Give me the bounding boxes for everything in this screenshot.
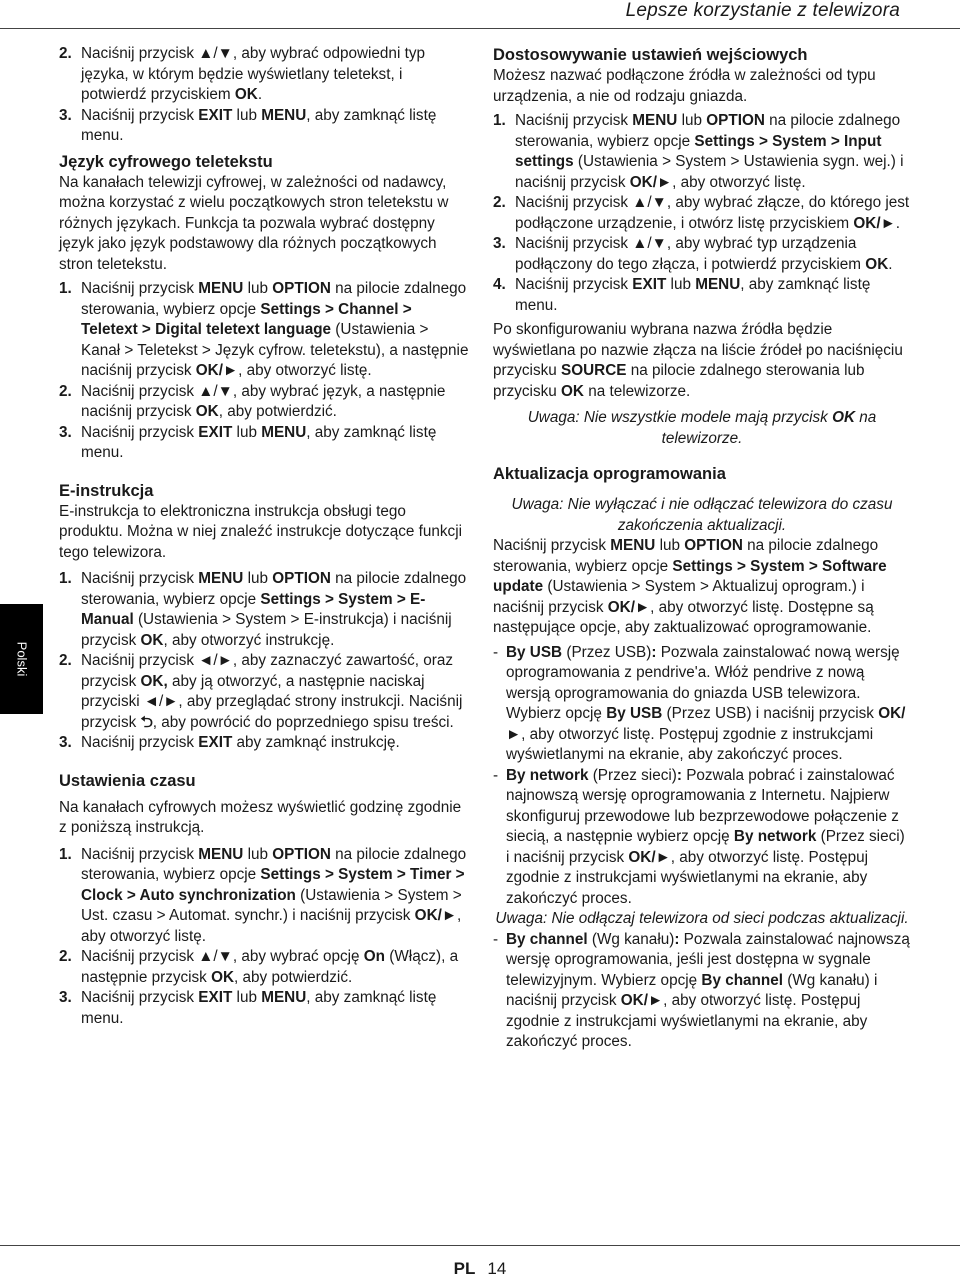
step-item: 2. Naciśnij przycisk ▲/▼, aby wybrać język, a następnie naciśnij przycisk OK, aby potwierdzić. (59, 382, 446, 420)
page-header-title: Lepsze korzystanie z telewizora (625, 0, 900, 21)
option-by-channel: - By channel (Wg kanału): Pozwala zainstalować najnowszą wersję oprogramowania, jeśli jest dostępna w sygnale telewizyjnym. Wybierz opcję By channel (Wg kanału) i naciśnij przycisk OK/►, aby otworzyć listę. Postępuj zgodnie z instrukcjami wyświetlanymi na ekranie, aby zakończyć proces. (493, 930, 910, 1050)
language-side-tab (0, 604, 43, 714)
step-item: 3. Naciśnij przycisk ▲/▼, aby wybrać typ urządzenia podłączony do tego złącza, i potwierdź przyciskiem OK. (493, 235, 893, 273)
step-item: 1. Naciśnij przycisk MENU lub OPTION na pilocie zdalnego sterowania, wybierz opcje Settings > System > Timer > Clock > Auto synchronization (Ustawienia > System > Ust. czasu > Automat. synchr.) i naciśnij przycisk OK/►, aby otworzyć listę. (59, 845, 467, 945)
section-heading: Aktualizacja oprogramowania (493, 465, 726, 483)
step-item: 2. Naciśnij przycisk ◄/►, aby zaznaczyć zawartość, oraz przycisk OK, aby ją otworzyć, a następnie naciskaj przyciski ◄/►, aby przeglądać strony instrukcji. Naciśnij przycisk ⮌, aby powrócić do poprzedniego spisu treści. (59, 652, 463, 731)
step-item: 3. Naciśnij przycisk EXIT aby zamknąć instrukcję. (59, 734, 400, 751)
language-side-tab-label: Polski (14, 641, 29, 677)
step-item: 2. Naciśnij przycisk ▲/▼, aby wybrać złącze, do którego jest podłączone urządzenie, i otwórz listę przyciskiem OK/►. (493, 194, 910, 232)
section-intro: Możesz nazwać podłączone źródła w zależności od typu urządzenia, a nie od rodzaju gniazda. (493, 67, 876, 105)
step-item: 1. Naciśnij przycisk MENU lub OPTION na pilocie zdalnego sterowania, wybierz opcje Settings > Channel > Teletext > Digital teletext language (Ustawienia > Kanał > Teletekst > Język cyfrow. teletekstu), a następnie naciśnij przycisk OK/►, aby otworzyć listę. (59, 280, 469, 379)
section-heading: Dostosowywanie ustawień wejściowych (493, 46, 808, 64)
step-item: 2. Naciśnij przycisk ▲/▼, aby wybrać odpowiedni typ języka, w którym będzie wyświetlany teletekst, i potwierdź przyciskiem OK. (59, 45, 425, 103)
step-item: 4. Naciśnij przycisk EXIT lub MENU, aby zamknąć listę menu. (493, 276, 871, 314)
left-column (59, 44, 471, 1029)
note-text: Uwaga: Nie wyłączać i nie odłączać telewizora do czasu zakończenia aktualizacji. (511, 496, 893, 534)
step-item: 1. Naciśnij przycisk MENU lub OPTION na pilocie zdalnego sterowania, wybierz opcje Settings > System > E-Manual (Ustawienia > System > E-instrukcja) i naciśnij przycisk OK, aby otworzyć instrukcję. (59, 570, 467, 649)
input-settings-section (493, 44, 911, 449)
page-number: 14 (487, 1259, 507, 1278)
page-footer (0, 1259, 960, 1279)
emanual-section (59, 480, 471, 754)
footer-rule (0, 1245, 960, 1246)
step-item: 3. Naciśnij przycisk EXIT lub MENU, aby zamknąć listę menu. (59, 989, 437, 1027)
section-intro: E-instrukcja to elektroniczna instrukcja obsługi tego produktu. Można w niej znaleźć instrukcje dotyczące funkcji tego telewizora. (59, 502, 463, 561)
input-settings-result: Po skonfigurowaniu wybrana nazwa źródła będzie wyświetlana po nazwie złącza na liście źródeł po naciśnięciu przycisku SOURCE na pilocie zdalnego sterowania lub przycisku OK na telewizorze. (493, 321, 903, 400)
section-intro: Naciśnij przycisk MENU lub OPTION na pilocie zdalnego sterowania, wybierz opcje Settings > System > Software update (Ustawienia > System > Aktualizuj oprogram.) i naciśnij przycisk OK/►, aby otworzyć listę. Dostępne są następujące opcje, aby zaktualizować oprogramowanie. (493, 537, 887, 636)
teletext-language-steps (59, 44, 471, 147)
step-item: 1. Naciśnij przycisk MENU lub OPTION na pilocie zdalnego sterowania, wybierz opcje Settings > System > Input settings (Ustawienia > System > Ustawienia sygn. wej.) i naciśnij przycisk OK/►, aby otworzyć listę. (493, 112, 904, 191)
right-column (493, 44, 911, 1053)
option-by-network: - By network (Przez sieci): Pozwala pobrać i zainstalować najnowszą wersję oprogramowania z Internetu. Najpierw skonfiguruj przewodowe lub bezprzewodowe połączenie z siecią, a następnie wybierz opcję By network (Przez sieci) i naciśnij przycisk OK/►, aby otworzyć listę. Postępuj zgodnie z instrukcjami wyświetlanymi na ekranie, aby zakończyć proces. (493, 766, 905, 907)
software-update-section (493, 463, 911, 1053)
note-text: Uwaga: Nie wszystkie modele mają przycisk OK na telewizorze. (527, 409, 877, 447)
digital-teletext-section (59, 151, 471, 464)
footer-language-code: PL (453, 1259, 476, 1278)
option-by-usb: - By USB (Przez USB): Pozwala zainstalować nową wersję oprogramowania z pendrive'a. Włóż pendrive z nową wersją oprogramowania do gniazda USB telewizora. Wybierz opcję By USB (Przez USB) i naciśnij przycisk OK/►, aby otworzyć listę. Postępuj zgodnie z instrukcjami wyświetlanymi na ekranie, aby zakończyć proces. (493, 643, 906, 763)
header-rule (0, 28, 960, 29)
time-settings-section (59, 770, 471, 1030)
note-text: Uwaga: Nie odłączaj telewizora od sieci podczas aktualizacji. (495, 910, 909, 927)
step-item: 2. Naciśnij przycisk ▲/▼, aby wybrać opcję On (Włącz), a następnie przycisk OK, aby potwierdzić. (59, 948, 459, 986)
section-heading: Ustawienia czasu (59, 771, 196, 790)
section-intro: Na kanałach telewizji cyfrowej, w zależności od nadawcy, można korzystać z wielu początkowych stron teletekstu w różnych językach. Funkcja ta pozwala wybrać dostępny język jako język podstawowy dla różnych początkowych stron teletekstu. (59, 173, 449, 273)
step-item: 3. Naciśnij przycisk EXIT lub MENU, aby zamknąć listę menu. (59, 423, 437, 461)
step-item: 3. Naciśnij przycisk EXIT lub MENU, aby zamknąć listę menu. (59, 106, 437, 144)
section-heading: E-instrukcja (59, 481, 154, 500)
section-intro: Na kanałach cyfrowych możesz wyświetlić godzinę zgodnie z poniższą instrukcją. (59, 798, 462, 836)
section-heading: Język cyfrowego teletekstu (59, 152, 273, 171)
